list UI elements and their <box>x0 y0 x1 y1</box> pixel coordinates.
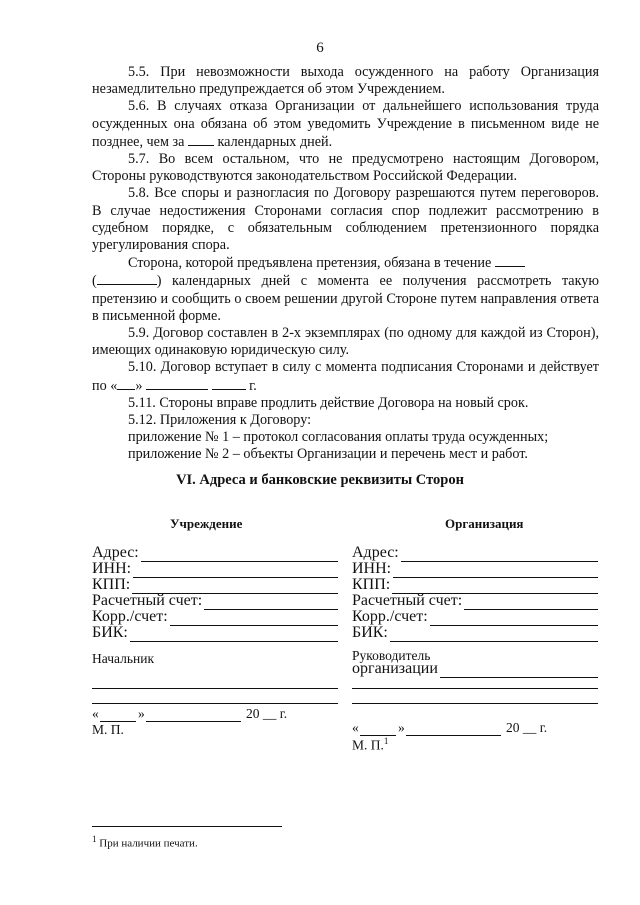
blank-claim-days-words <box>97 272 157 285</box>
right-heading: Организация <box>445 516 524 531</box>
right-sign-line-2 <box>352 703 598 704</box>
left-date-close: » <box>138 706 145 721</box>
footnote-mark: 1 <box>92 834 97 844</box>
right-field-account: Расчетный счет: <box>352 594 598 610</box>
appendix-1: приложение № 1 – протокол согласования оплаты труда осужденных; <box>128 429 549 446</box>
blank-days-line <box>188 133 214 146</box>
left-stamp: М. П. <box>92 722 124 737</box>
right-signer-1: Руководитель <box>352 648 431 663</box>
paragraph-5-11: 5.11. Стороны вправе продлить действие Договора на новый срок. <box>128 394 529 411</box>
blank-valid-year <box>212 377 246 390</box>
paragraph-5-8: 5.8. Все споры и разногласия по Договору разрешаются путем переговоров. В случае недостижения Сторонами согласия спор подлежит рассмотрению в судебном порядке, с обязательным соблюдением претензионного порядка урегулирования спора. <box>92 185 599 254</box>
claim-text-a: Сторона, которой предъявлена претензия, обязана в течение <box>128 255 492 272</box>
right-field-inn: ИНН: <box>352 562 598 578</box>
left-field-kpp: КПП: <box>92 578 338 594</box>
validity-text: 5.10. Договор вступает в силу с момента подписания Сторонами и действует по « <box>92 359 599 394</box>
left-field-corr: Корр./счет: <box>92 610 338 626</box>
left-signer: Начальник <box>92 651 155 666</box>
right-field-address: Адрес: <box>352 546 598 562</box>
left-date-open: « <box>92 706 99 721</box>
footnote-separator <box>92 826 282 827</box>
paragraph-5-7: 5.7. Во всем остальном, что не предусмотрено настоящим Договором, Стороны руководствуются законодательством Российской Федерации. <box>92 151 599 185</box>
paragraph-5-10 <box>92 359 599 394</box>
right-year: 20 __ г. <box>506 720 548 735</box>
left-field-account: Расчетный счет: <box>92 594 338 610</box>
footnote-ref: 1 <box>383 736 389 746</box>
right-date-close: » <box>398 720 405 735</box>
section-title: VI. Адреса и банковские реквизиты Сторон <box>176 472 464 488</box>
right-sign-line-1 <box>352 688 598 689</box>
left-heading: Учреждение <box>170 516 243 531</box>
page-number: 6 <box>316 40 324 56</box>
blank-valid-day <box>117 377 135 390</box>
paragraph-5-6-end: календарных дней. <box>217 133 333 150</box>
left-year: 20 __ г. <box>246 706 288 721</box>
left-field-inn: ИНН: <box>92 562 338 578</box>
blank-valid-month <box>146 377 208 390</box>
paragraph-5-5: 5.5. При невозможности выхода осужденного на работу Организация незамедлительно предупреждается об этом Учреждением. <box>92 64 599 98</box>
right-stamp <box>352 736 388 754</box>
contract-body <box>92 64 599 464</box>
right-stamp-text: М. П. <box>352 737 384 753</box>
claim-text-c: ) календарных дней с момента ее получения рассмотреть такую претензию и сообщить о своем решении другой Стороне путем направления ответа в письменной форме. <box>92 273 599 324</box>
paragraph-5-6-text: 5.6. В случаях отказа Организации от дальнейшего использования труда осужденных она обязана об этом уведомить Учреждение в письменном виде не позднее, чем за <box>92 98 599 150</box>
appendix-2: приложение № 2 – объекты Организации и перечень мест и работ. <box>128 446 528 463</box>
left-field-bik: БИК: <box>92 626 338 642</box>
paragraph-5-8-claim <box>92 254 599 325</box>
left-date-month-line <box>146 721 241 722</box>
left-field-address: Адрес: <box>92 546 338 562</box>
right-field-kpp: КПП: <box>352 578 598 594</box>
footnote-text: При наличии печати. <box>99 837 198 850</box>
validity-year: г. <box>249 377 257 394</box>
right-signer-2: организации <box>352 662 598 678</box>
blank-claim-days <box>495 254 525 267</box>
footnote <box>92 834 198 850</box>
right-date-open: « <box>352 720 359 735</box>
right-field-bik: БИК: <box>352 626 598 642</box>
paragraph-5-6 <box>92 98 599 151</box>
validity-close: » <box>135 377 143 394</box>
right-date-month-line <box>406 735 501 736</box>
right-field-corr: Корр./счет: <box>352 610 598 626</box>
claim-text-b: ( <box>92 273 97 290</box>
paragraph-5-12: 5.12. Приложения к Договору: <box>128 412 312 429</box>
paragraph-5-9: 5.9. Договор составлен в 2-х экземплярах (по одному для каждой из Сторон), имеющих одинаковую юридическую силу. <box>92 325 599 359</box>
left-sign-line-1 <box>92 688 338 689</box>
left-sign-line-2 <box>92 703 338 704</box>
